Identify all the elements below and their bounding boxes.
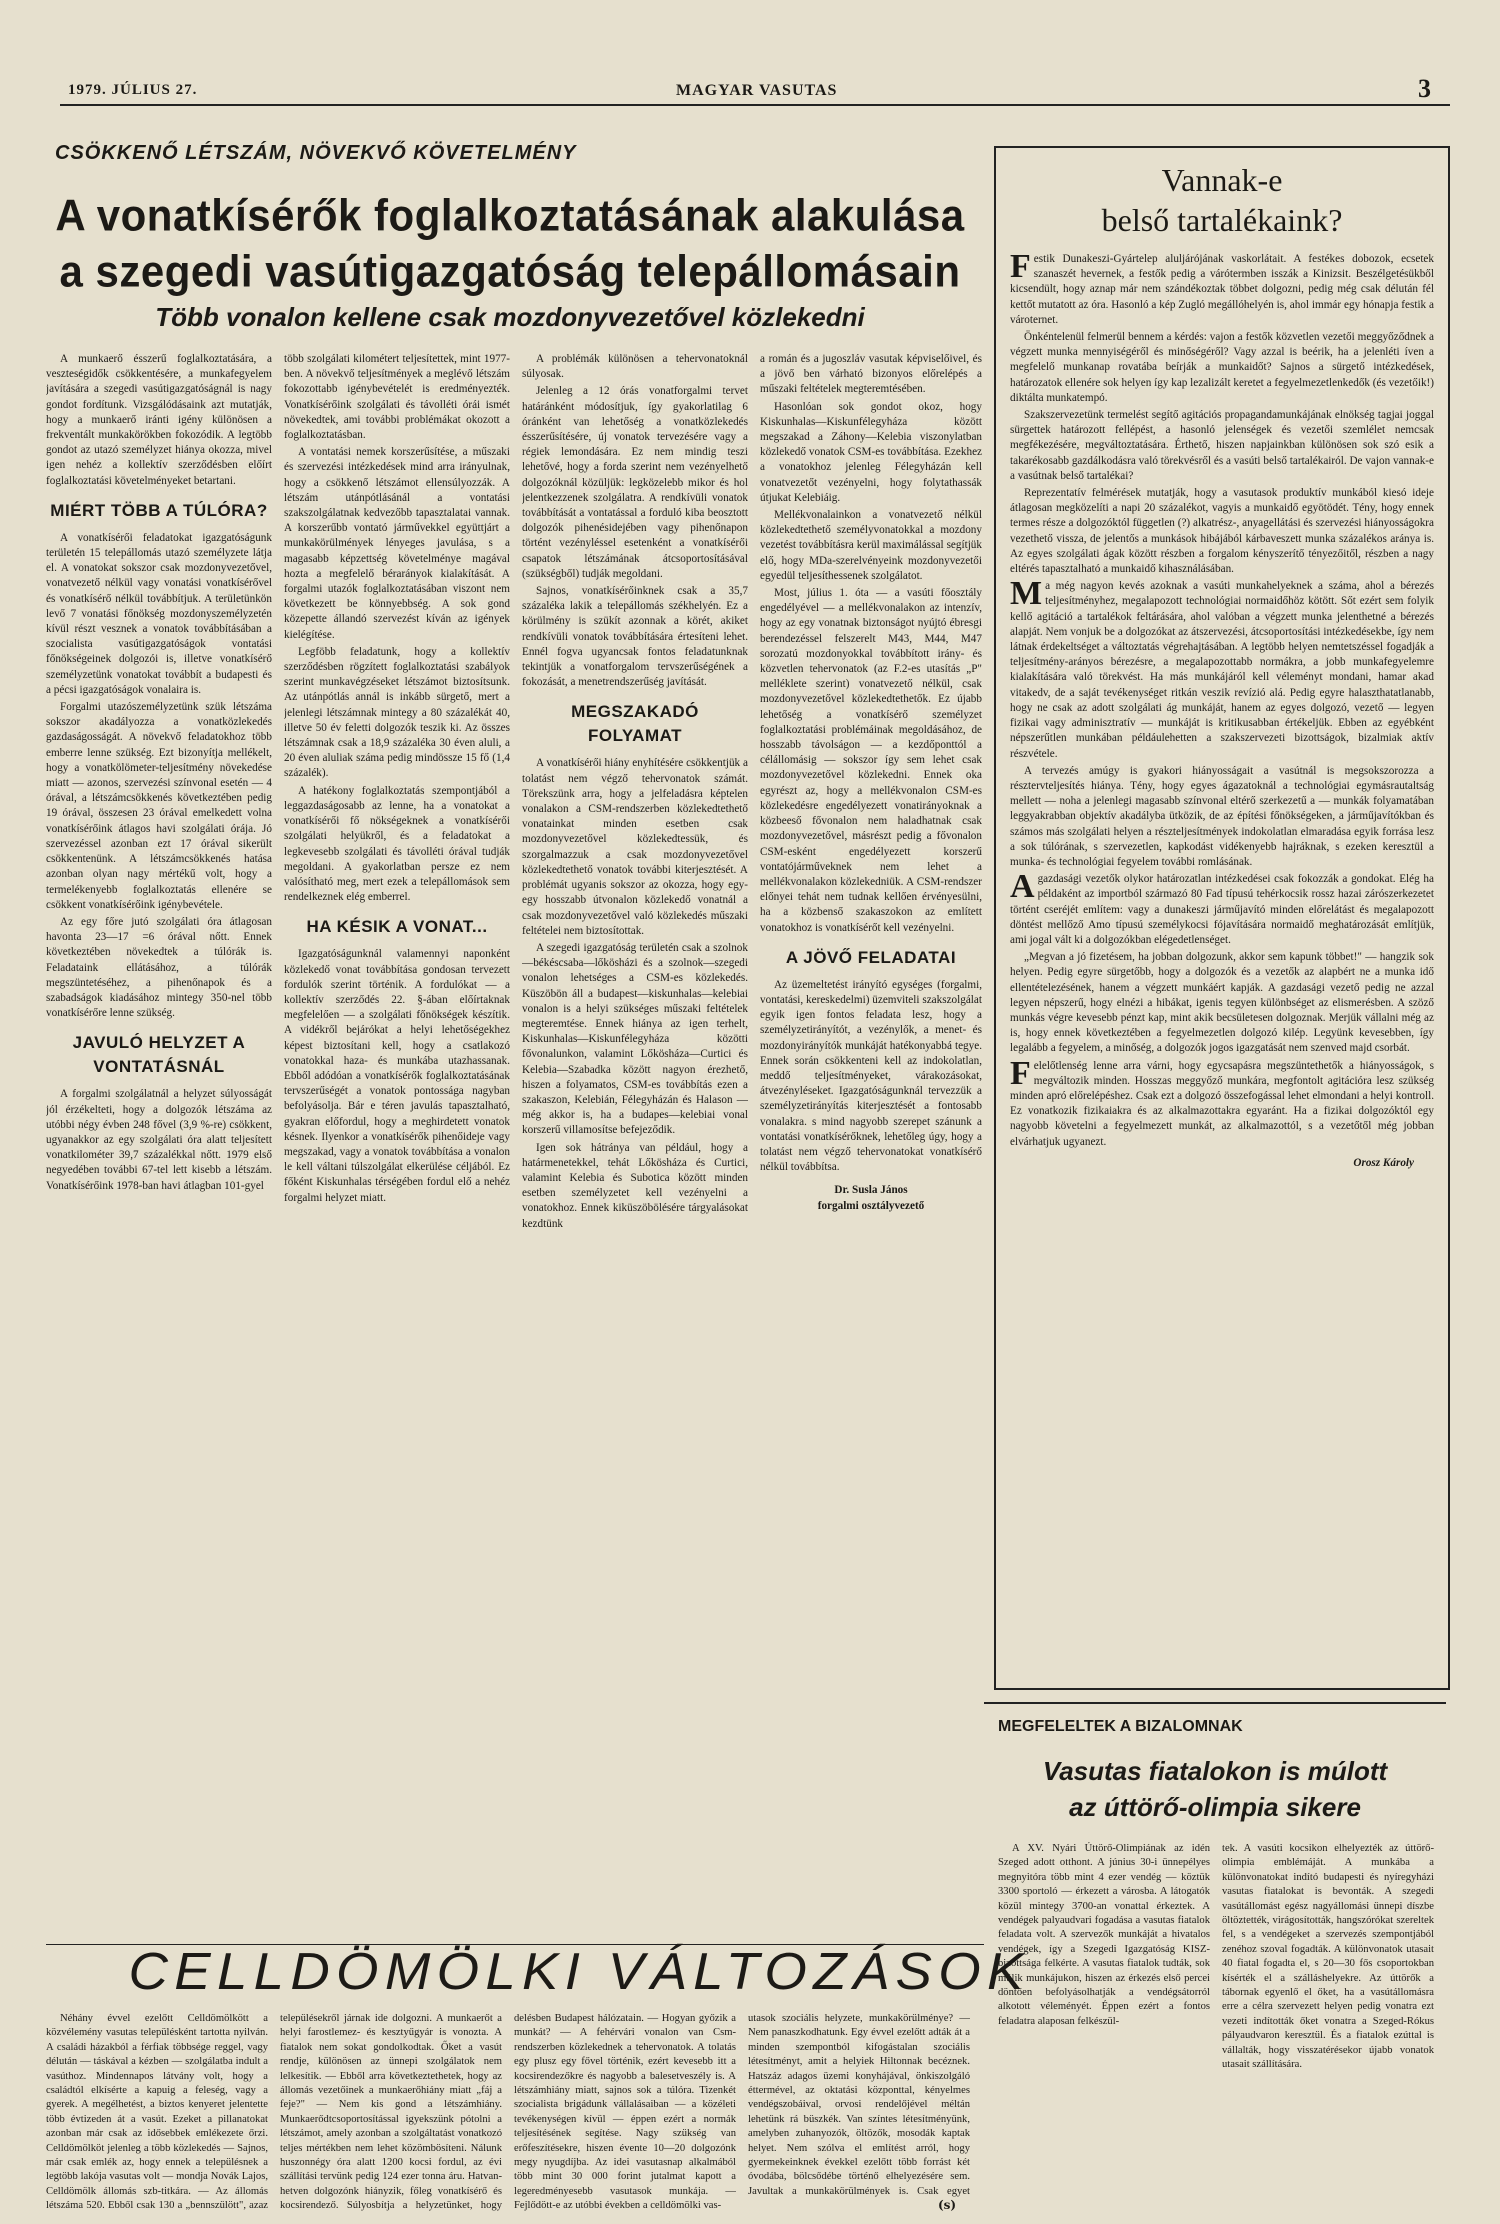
paragraph: Most, július 1. óta — a vasúti főosztály engedélyével — a mellékvonalakon az intenzív, hogy az egy vonatnak biztonságot nyújtó ébresgi berendezéssel felszerelt M43, M44, M47 sorozatú mozdonyokkal továbbított irány- és közvetlen tehervonatok (az F.2-es utasítás „P" melléklete szerint) vonatvezető nélkül, csak mozdonyvezetővel közlekedtethetők. Ez újabb lehetőség a vonatkísérő személyzet foglalkoztatási problémáinak megoldásához, de hosszabb távolságon — a kezdőponttól a célállomásig — sokszor így sem lehet csak mozdonyvezetővel közlekedni. Ennek oka egyrészt az, hogy a mellékvonalon CSM-es közlekedésre engedélyezett vonatirányoknak a közbeeső fővonalon nem haladhatnak csak mozdonyvezetővel, másrészt pedig a fővonalon CSM-esként engedélyezett korszerű vontatójárműveknek nem lehet a mellékvonalakon közlekedniük. A CSM-rendszer előnyei tehát nem tudnak kellően érvényesülni, ha a közbenső szakaszokon az említett vonatokhoz is vonatkísérőt kell vezényelni.	[760, 587, 982, 934]
youth-olympics-box	[984, 1702, 1446, 2214]
article2-column-1	[46, 2012, 268, 2212]
youth-box-headline-2: az úttörő-olimpia sikere	[1069, 1792, 1361, 1822]
newspaper-name: MAGYAR VASUTAS	[676, 82, 838, 99]
paragraph: A XV. Nyári Úttörő-Olimpiának az idén Szeged adott otthont. A június 30-i ünnepélyes megnyitóra több mint 4 ezer vendég — köztük 3300 sportoló — érkezett a városba. A látogatók közül mintegy 3700-an vonattal érkeztek. A vendégek palyaudvari fogadása a vasutas fiatalok feladata volt. A szervezők munkáját a hivatalos vendégek, így a Szegedi Igazgatóság KISZ-bizottsága felkérte. A vasutas fiatalok tudták, sok múlik munkájukon, hiszen az érkezés első percei döntően befolyásolhatják a vendégsátorról alkotott véleményét. Éppen ezért a fontos feladatra alaposan felkészül-	[998, 1843, 1210, 2027]
article-headline-2: a szegedi vasútigazgatóság telepállomásain	[59, 246, 961, 297]
paragraph: Agazdasági vezetők olykor határozatlan intézkedései csak fokozzák a gondokat. Elég ha példaként az importból származó 80 Fad típusú tehérkocsik rossz hazai zárószerkezetet történt cseréjét említem: vagy a dunakeszi járműjavító minden előrelátást és megalapozott döntést mellőző Amo típusú személykocsi fójavítására normaidő meghatározását említjük, ami jogal vált ki a dolgozókban elégedetlenséget.	[1010, 868, 1434, 946]
subheading: A JÖVŐ FELADATAI	[785, 947, 957, 967]
issue-date: 1979. JÚLIUS 27.	[68, 82, 198, 98]
paragraph: Az üzemeltetést irányító egységes (forgalmi, vontatási, kereskedelmi) üzemviteli szakszolgálat egyik igen fontos feladata lesz, hogy a személyzetirányítót, a vezénylők, a menet- és mozdonyirányítók munkáját hatékonyabbá tegye. Ennek során csökkenteni kell az indokolatlan, meddő teljesítményeket, várakozásokat, átvezényléseket. Igazgatóságunknál tervezzük a személyzetirányítás kiterjesztését a fontosabb vonalakra. s mind nagyobb szerepet szánunk a vontatási vonatkísérőknek, lehetőleg úgy, hogy a tolatást nem végző tehervonatokat vonatkísérő nélkül továbbítsa.	[760, 978, 982, 1174]
paragraph: utasok szociális helyzete, munkakörülménye? — Nem panaszkodhatunk. Egy évvel ezelőtt adták át a minden szempontból kifogástalan szociális létesítményt, amit a helyiek Hiltonnak becéznek. Hatszáz adagos üzemi konyhájával, önkiszolgáló éttermével, az oktatási központtal, kényelmes vendégszobáival, orvosi rendelőjével méltán lehetünk rá büszkék. Van színtes létesítményünk, amelyben zuhanyozók, öltözők, mosodák kaptak helyet. Nem szólva el említést arról, hogy gyermekeinknek évekkel ezelőtt több forrást két óvodába, bölcsődébe történő elhelyezésére sem. Javultak a munkakörülmények is. Csak egyet	[748, 2013, 970, 2197]
youth-box-column-1	[998, 1842, 1210, 2208]
article2-column-3	[514, 2012, 736, 2212]
paragraph: Önkéntelenül felmerül bennem a kérdés: vajon a festők közvetlen vezetői meggyőződnek a végzett munka mennyiségéről és minőségéről? Vagy azzal is beérik, ha a jelenléti íven a megfelelő munkanap rovatába beírják a munkaidőt? Sajnos a sürgető intézkedések, határozatok ellenére sok helyen így kap lezalizált keretet a fegyelmezetlenkedők (és vezetőik!) diktálta munkatempó.	[1010, 331, 1434, 404]
paragraph: A munkaerő ésszerű foglalkoztatására, a veszteségidők csökkentésére, a munkafegyelem javítására a szegedi vasútigazgatóságnál is nagy gondot fordítunk. Vizsgálódásaink azt mutatják, hogy a munkaerő iránti igény különösen a frekventált munkakörökben fokozódik. A legtöbb gondot az utazó személyzet hiánya okozza, mivel igen nehéz a kollektív szerződésben előírt foglalkoztatási követelményeket betartani.	[46, 353, 272, 487]
article-subheadline: Több vonalon kellene csak mozdonyvezetővel közlekedni	[155, 302, 865, 332]
paragraph: településekről járnak ide dolgozni. A munkaerőt a helyi farostlemez- és kesztyűgyár is vonozta. A fiatalok nem sokat gondolkodtak. Őket a vasút rendje, különösen az ünnepi szolgálatok nem lelkesítik. — Ebből arra következtethetek, hogy az állomás vezetőinek a munkaerőhiány miatt „fáj a feje?" — Nem kis gond a létszámhiány. Munkaerődtcsoportosítással igyekszünk pótolni a létszámot, amely azonban a szolgáltatást vonatkozó teljes mértékben nem lehet közömbösíteni. Nálunk huszonnégy óra alatt 1200 kocsi fordul, az évi szállítási tervünk pedig 124 ezer tonna áru. Hatvan-hetven dolgozónk hiányzik, főleg vonatkísérő és kocsirendező. Súlyosbítja a helyzetünket, hogy	[280, 2013, 502, 2212]
article2-headline: CELLDÖMÖLKI VÁLTOZÁSOK	[128, 1943, 1030, 2001]
header-rule	[60, 104, 1450, 106]
commentary-title-1: Vannak-e	[1161, 162, 1283, 198]
paragraph: A vontatási nemek korszerűsítése, a műszaki és szervezési intézkedések mind arra irányulnak, hogy a csökkenő létszámot ellensúlyozzák. A létszám utánpótlásánál a vontatási szakszolgálatnak kedvezőbb tapasztalatai vannak. A korszerűbb vontató járművekkel együttjárt a munkakörülmények lényeges javulása, s a magasabb képzettség követelménye magával hozta a megfelelő bérarányok kialakítását. A forgalmi utazók foglalkoztatásában viszont nem következett be könnyebbség. A sok gond közepette állandó szervezést kíván az igények kielégítése.	[284, 446, 510, 641]
author-title: forgalmi osztályvezető	[817, 1199, 925, 1212]
paragraph: több szolgálati kilométert teljesítettek, mint 1977-ben. A növekvő teljesítmények a meglévő létszám fokozottabb igénybevételét is eredményezték. Vonatkísérőink szolgálati és távolléti órái ismét növekedtek, ami további problémákat okozott a foglalkoztatásban.	[284, 353, 510, 442]
subheading: JAVULÓ HELYZET A VONTATÁSNÁL	[72, 1033, 246, 1077]
article1-column-2	[284, 352, 510, 1932]
subheading: MIÉRT TÖBB A TÚLÓRA?	[50, 500, 268, 520]
paragraph: Felelőtlenség lenne arra várni, hogy egycsapásra megszüntethetők a hiányosságok, s megváltozik minden. Hosszas meggyőző munkára, megfontolt agitációra lesz szükség minden apró előrelépéshez. Csak ezt a dolgozó összefogással lehet elmondani a helyi kontroll. Ez vonatkozik fizikaiakra és az alkalmazottakra egyaránt. Ha a fizikai dolgozóktól egy nagyobb követelni a fegyelmezett munkát, az alkalmazottól, s a vezetőtől még jobban elvárhatjuk ugyanezt.	[1010, 1054, 1434, 1148]
paragraph: A hatékony foglalkoztatás szempontjából a leggazdaságosabb az lenne, ha a vonatokat a vonatkísérői fő nökségeknek a vonatkísérői szolgálati helyükről, és a feladatokat a legkevesebb szolgálati és távolléti órával tudják megoldani. A gyakorlatban persze ez nem valósítható meg, mert ezek a telepállomások sem rendelkeznek elég emberrel.	[284, 784, 510, 904]
article2-column-4	[748, 2012, 970, 2200]
subheading: HA KÉSIK A VONAT...	[306, 917, 488, 937]
article1-column-1	[46, 352, 272, 1932]
article2-signature: (s)	[938, 2198, 957, 2212]
paragraph: Reprezentatív felmérések mutatják, hogy a vasutasok produktív munkából kiesó ideje átlagosan megközelíti a napi 20 százalékot, vagyis a munkaidő egyötödét. Tény, hogy ennek termes része a dolgozóktól független (?) alkatrész-, anyagellátási és szervezési hiányosságokra vezethető vissza, de jelentős a munkások hibájából kárbaveszett munka százalékos aránya is. Az egyes szolgálati ágak között részben a forgalom kényszerítő tényezőitől, részben a nagy eltérés tapasztalható a munkaidő kihasználásában.	[1010, 487, 1434, 576]
paragraph: Hasonlóan sok gondot okoz, hogy Kiskunhalas—Kiskunfélegyháza között megszakad a Záhony—Kelebia viszonylatban közlekedő vonatok CSM-es továbbítása. Ezekhez a vonatokhoz jelenleg Félegyházán kell vonatvezetőt vezényelni, hogy folytathassák útjukat Kelebiáig.	[760, 400, 982, 504]
commentary-signature: Orosz Károly	[1353, 1156, 1414, 1169]
youth-box-kicker: MEGFELELTEK A BIZALOMNAK	[998, 1718, 1243, 1735]
article-headline-1: A vonatkísérők foglalkoztatásának alakulása	[55, 190, 965, 241]
author-name: Dr. Susla János	[834, 1184, 908, 1197]
paragraph: A vonatkísérői feladatokat igazgatóságunk területén 15 telepállomás utazó személyzete látja el. A vonatokat sokszor csak mozdonyvezetővel, vonatvezető nélkül vagy vonatási vonatkísérővel és vonatkísérő nélkül továbbítjuk. A területünkön levő 7 vonatási főnökség mozdonyszemélyzetén kívül részt vesznek a vonatok továbbításában a szocialista vasútigazgatóságok vontatási főnökségeinek dolgozói is, illetve vonatkísérő személyzetünk vonatokat továbbít a budapesti és a pécsi igazgatóságok vonalaira is.	[46, 531, 272, 696]
paragraph: Mellékvonalainkon a vonatvezető nélkül közlekedtethető személyvonatokkal a mozdony vezetést továbbításra kerül maximálással segítjük elő, hogy MDa-szerelvényeink mozdonyvezetői egyedül teljesíthessenek szolgálatot.	[760, 509, 982, 582]
article1-column-3	[522, 352, 748, 1932]
paragraph: a román és a jugoszláv vasutak képviselőivel, és a jövő ben várható bizonyos előrelépés a műszaki feltételek megteremtésében.	[760, 353, 982, 396]
paragraph: Jelenleg a 12 órás vonatforgalmi tervet határánként módosítjuk, így gyakorlatilag 6 óránként van lehetőség a vonatközlekedés ésszerűsítésére, új vonatok tervezésére vagy a régiek lemondására. Ez nem mindig teszi lehetővé, hogy a forda szerint nem vezényelhető dolgozóknál közüljük: legközelebb mikor és hol jelentkezzenek szolgálatra. A rendkívüli vonatok továbbítását a vontatással a forduló kiba beosztott dolgozók pihenésidejében vagy pihenőnapon történt vezényléssel esetenként a vonatkísérői csapatok létszámának átcsoportosításával (szükségből) tudják megoldani.	[522, 385, 748, 580]
paragraph: Festik Dunakeszi-Gyártelep aluljárójának vaskorlátait. A festékes dobozok, ecsetek szanaszét hevernek, a festők pedig a várótermben isszák a Kinizsit. Beszélgetésükből kicsendült, hogy aznap már nem szándékoztak többet dolgozni, pedig még csak délután fél kettőt mutatott az óra. Hasonló a kép Zugló megállóhelyén is, ahol immár egy hónapja festik a vároternet.	[1010, 252, 1434, 326]
paragraph: Legföbb feladatunk, hogy a kollektív szerződésben rögzített foglalkoztatási szabályok szerint munkavégzéseket létszámot biztosítsunk. Az utánpótlás annál is inkább sürgető, mert a jelenlegi létszámnak mintegy a 80 százalékát 40, illetve 50 év feletti dolgozók teszik ki. Az összes létszámnak csak a 18,9 százaléka 30 éven aluli, a 20 éven aluliak száma pedig mindössze 15 fő (1,4 százalék).	[284, 645, 510, 780]
paragraph: A szegedi igazgatóság területén csak a szolnok—békéscsaba—lőkösházi és a szolnok—szegedi vonalon lehetséges a CSM-es közlekedés. Küszöbön áll a budapest—kiskunhalas—kelebiai vonalon is a helyi szükséges műszaki feltételek megteremtése. Ennek hiánya az igen terhelt, Kiskunhalas—Kiskunfélegyháza közötti fővonalunkon, valamint Lőkösháza—Curtici és Kelebia—Szabadka között nagyon érezhető, hiszen a folyamatos, CSM-es továbbítás ezen a szakaszon, Kelebián, Félegyházán és Halason — még akkor is, ha a budapes—kelebiai vonal korszerű villamosítse befejeződik.	[522, 941, 748, 1137]
paragraph: Forgalmi utazószemélyzetünk szük létszáma sokszor akadályozza a vonatközlekedés gazdaságosságát. A növekvő feladatokhoz több emberre lenne szükség. Ezt bizonyítja mellékelt, hogy a vonatkölömeter-teljesítmény növekedése miatt — azonos, szervezési színvonal esetén — 4 órával, a létszámcsökkenés következtében pedig 19 órával, összesen 23 órával emelkedett volna vonatkísérőink átlagos havi szolgálati órája. Jó szervezéssel azonban ezt 17 órával sikerült csökkentenünk. A létszámcsökkenés hatása azonban olyan nagy mértékű volt, hogy a termelékenyebb foglalkoztatás ellenére se csökkent vonatkísérőink igénybevétele.	[46, 701, 272, 911]
youth-box-headline-1: Vasutas fiatalokon is múlott	[1042, 1756, 1388, 1786]
paragraph: Néhány évvel ezelőtt Celldömölkött a közvélemény vasutas településként tartotta nyilván. A családi házakból a férfiak többsége reggel, vagy délután — táskával a kézben — szolgálatba indult a vasúthoz. Mindennapos látvány volt, hogy a családtól elkísérte a kapuig a feleség, vagy a gyerek. A megélhetést, a biztos kenyeret jelentette több évtizeden át a vasút. Ezeket a pillanatokat azonban már csak az idősebbek emlékezete őrzi. Celldömölköt jelenleg a több közlekedés — Sajnos, már csak emlék az, hogy ennek a településnek a legtöbb lakója vasutas volt — mondja Novák Lajos, Celldömölk állomás szb-titkára. — Az állomás létszáma 520. Ebből csak 130 a „bennszülött", azaz	[46, 2013, 268, 2212]
paragraph: Sajnos, vonatkísérőinknek csak a 35,7 százaléka lakik a telepállomás székhelyén. Ez a körülmény is szükít azonnak a körét, akiket rendkívüli vonatok továbbítására értesíteni lehet. Ennél fogva ugyancsak fontos feladatunknak tekintjük a vonatforgalom tervszerűségének a fokozását, a menetrendszerűség javítását.	[522, 585, 748, 689]
paragraph: tek. A vasúti kocsikon elhelyezték az úttörő-olimpia emblémáját. A munkába a különvonatokat indító budapesti és nyíregyházi vasutas fiatalokat is bevonták. A szegedi vasútállomást egész nagyállomási ünnepi díszbe öltöztették, virágosították, hangszórókat szereltek fel, s a vendégeket a szervezés szempontjából zenéhoz szoval fogadták. A különvonatok utasait 40 fiatal fogadta el, s 20—30 fős csoportokban kísérték el a szálláshelyekre. Az úttörők a tábornak egyenlő el őket, ha a vasútállomásra erre a célra szervezett helyen pedig vonatra ezt vezeti indították őket vonatra a Szeged-Rókus pályaudvaron keresztül. És a fiatalok ezúttal is vállalták, hogy visszatérésekor újabb vonatok utasait szállítására.	[1222, 1843, 1434, 2071]
page-number: 3	[1418, 74, 1432, 103]
paragraph: A forgalmi szolgálatnál a helyzet súlyosságát jól érzékelteti, hogy a dolgozók létszáma az utóbbi négy évben 248 fővel (3,9 %-re) csökkent, ugyanakkor az egy szolgálati óra alatt teljesített vonatkilométer 39,7 százalékkal nőtt. 1979 első negyedében további 67-tel lett kisebb a létszám. Vonatkísérőink 1978-ban havi átlagban 101-gyel	[46, 1088, 272, 1192]
paragraph: Az egy főre jutó szolgálati óra átlagosan havonta 23—17 =6 órával nőtt. Ennek következtében növekedtek a túlórák is. Feladataink ellátásához, a túlórák megszüntetéséhez, a pihenőnapok és a szabadságok kiadásához mintegy 350-nel több vonatkísérőre lenne szükség.	[46, 915, 272, 1020]
youth-box-column-2	[1222, 1842, 1434, 2208]
paragraph: Ma még nagyon kevés azoknak a vasúti munkahelyeknek a száma, ahol a bérezés teljesítményhez, megalapozott technológiai normaidőhöz kötött. Sőt ezért sem folyik kellő agitáció a tartalékok feltárására, ahol valóban a végzett munka jelenthetné a bérezés alapját. Nem vonjuk be a dolgozókat az átszervezési, átcsoportosítási intézkedésekbe, így nem látnak érdekeltséget a változtatás végrehajtásában. A legtöbb helyen nemtetszéssel fogadják a teljesítmény-arányos bérezésre, a megalapozottabb normákra, a jobb munkafegyelemre kialakítására való törekvést. Ha más munkájáról kell véleményt mondani, hamar akad vitakedv, de a saját tevékenységet ritkán veszik revízió alá. Pedig egyre halaszthatatlanabb, hogy ne csak az adott szolgálati ág munkáját, hanem az egyes dolgozó, vezető — legyen fizikai vagy adminisztratív — munkáját is kritikusabban értékeljük. Ebben az egyébként népszerűtlen munkában példáulehetten a szakszervezeti bizottságok, bizalmiak aktív részvétele.	[1010, 575, 1434, 760]
paragraph: A vonatkísérői hiány enyhítésére csökkentjük a tolatást nem végző tehervonatok számát. Törekszünk arra, hogy a jelfeladásra képtelen vonalakon a CSM-rendszerben közlekedtethető vonatainkat minden esetben csak mozdonyvezetővel közlekedtessük, és szorgalmazzuk a csak mozdonyvezetővel közlekedtethető vonatok további kiterjesztését. A problémát ugyanis sokszor az okozza, hogy egy-egy hosszabb útvonalon közlekedő vonatnál a csak mozdonyvezetővel való közlekedés műszaki feltételei nem biztosítottak.	[522, 757, 748, 937]
paragraph: delésben Budapest hálózatain. — Hogyan győzik a munkát? — A fehérvári vonalon van Csm-rendszerben közlekednek a tehervonatok. A tolatás egy plusz egy fővel történik, ezért kevesebb itt a kocsirendezőkre és nagyobb a balesetveszély is. A létszámhiány miatt, sajnos sok a túlóra. Tizenkét szocialista brigádunk vállalásaiban — a közéleti tevékenységen kívül — éppen ezért a normák teljesítésének segítése. Nagy szükség van erőfeszítésekre, hiszen évente 10—20 dolgozónk megy nyugdíjba. Az idei vasutasnap alkalmából több mint 30 000 forint jutalmat kapott a legeredményesebb vasutasok munkája. — Fejlődött-e az utóbbi években a celldömölki vas-	[514, 2013, 736, 2212]
commentary-body	[1010, 252, 1434, 1672]
paragraph: A problémák különösen a tehervonatoknál súlyosak.	[522, 353, 748, 381]
paragraph: Igen sok hátránya van például, hogy a határmenetekkel, tehát Lőkösháza és Curtici, valamint Kelebia és Subotica között minden esetben személyzetet kell vezényelni a vonatokhoz. Ennek kiküszöbölésére tárgyalásokat kezdtünk	[522, 1141, 748, 1230]
paragraph: Igazgatóságunknál valamennyi naponként közlekedő vonat továbbítása gondosan tervezett fordulók szerint történik. A fordulókat — a kollektív szerződés 22. §-ában előírtaknak megfelelően — a szolgálati főnökségek készítik. A vidékről bejárókat a helyi lehetőségekhez képest biztosítani kell, hogy a csatlakozó vonatokkal haza- és munkába utazhassanak. Ebből adódóan a vonatkísérők foglalkoztatásának tervszerűségét a vonatok pontossága nagyban befolyásolja. Bár e téren javulás tapasztalható, gyakran előfordul, hogy a meghirdetett vonatok késnek. Ilyenkor a vonatkísérők pihenőideje vagy megszakad, vagy a vonatok továbbítása a vonalon le kell váltani túlszolgálat elkerülése céljából. Ez főként Kiskunhalas térségében fordul elő a nehéz forgalmi helyzet miatt.	[284, 948, 510, 1204]
paragraph: „Megvan a jó fizetésem, ha jobban dolgozunk, akkor sem kapunk többet!" — hangzik sok helyen. Pedig egyre sürgetőbb, hogy a dolgozók és a vezetők az alapbért ne a munka idő ellentételezésének, hanem a végzett munkáért kapják. A gazdasági vezető pedig ne azzal legyen népszerű, hogy elnézi a hibákat, igenis tegyen különbséget az elismerésben. A szöző munkás végre kevesebb pénzt kap, mint akik becsületesen dolgoznak. Merjük vállalni még az is, hogy ennek következtében a fegyelmezetlen dolgozó kilép. Legyünk kevesebben, így legalább a fegyelem, a minőség, a dolgozók jogos igazgatását nem szenved majd csorbát.	[1010, 951, 1434, 1055]
article2-column-2	[280, 2012, 502, 2212]
subheading: MEGSZAKADÓ FOLYAMAT	[571, 702, 699, 746]
article1-column-4	[760, 352, 982, 1932]
commentary-title-2: belső tartalékaink?	[1101, 202, 1343, 238]
article-kicker: CSÖKKENŐ LÉTSZÁM, NÖVEKVŐ KÖVETELMÉNY	[55, 142, 577, 164]
paragraph: A tervezés amúgy is gyakori hiányosságait a vasútnál is megsokszorozza a résztervteljesítés hiánya. Tény, hogy egyes ágazatoknál a technológiai egymásrautaltság mellett — noha a jelenlegi magasabb színvonal eltérő szerkezetű a — munkák folyamatában leggyakrabban objektív akadályba ütközik, de az építési főnökségeken, a járműjavítókban és számos más szolgálati helyen a részteljesítmények indokolatlan elmaradása egyik forrása lesz a sok túlórának, s szervezetlen, kapkodást vidékenyebb hajráknak, s ezeken keresztül a munka- és technológiai fegyelem további romlásának.	[1010, 764, 1434, 868]
commentary-box	[994, 146, 1450, 1690]
paragraph: Szakszervezetünk termelést segítő agitációs propagandamunkájának elnökség tagjai joggal sürgettek határozott fellépést, a hasonló jelenségek és vezetői szemlélet nemcsak megfékezésére, megváltoztatására. Érthető, hiszen napjainkban különösen sok szó esik a takarékosabb gazdálkodásra való törekvésről és a vasúti belső tartalékairól. De vajon vannak-e a vasútnak belső tartalékai?	[1010, 409, 1434, 482]
